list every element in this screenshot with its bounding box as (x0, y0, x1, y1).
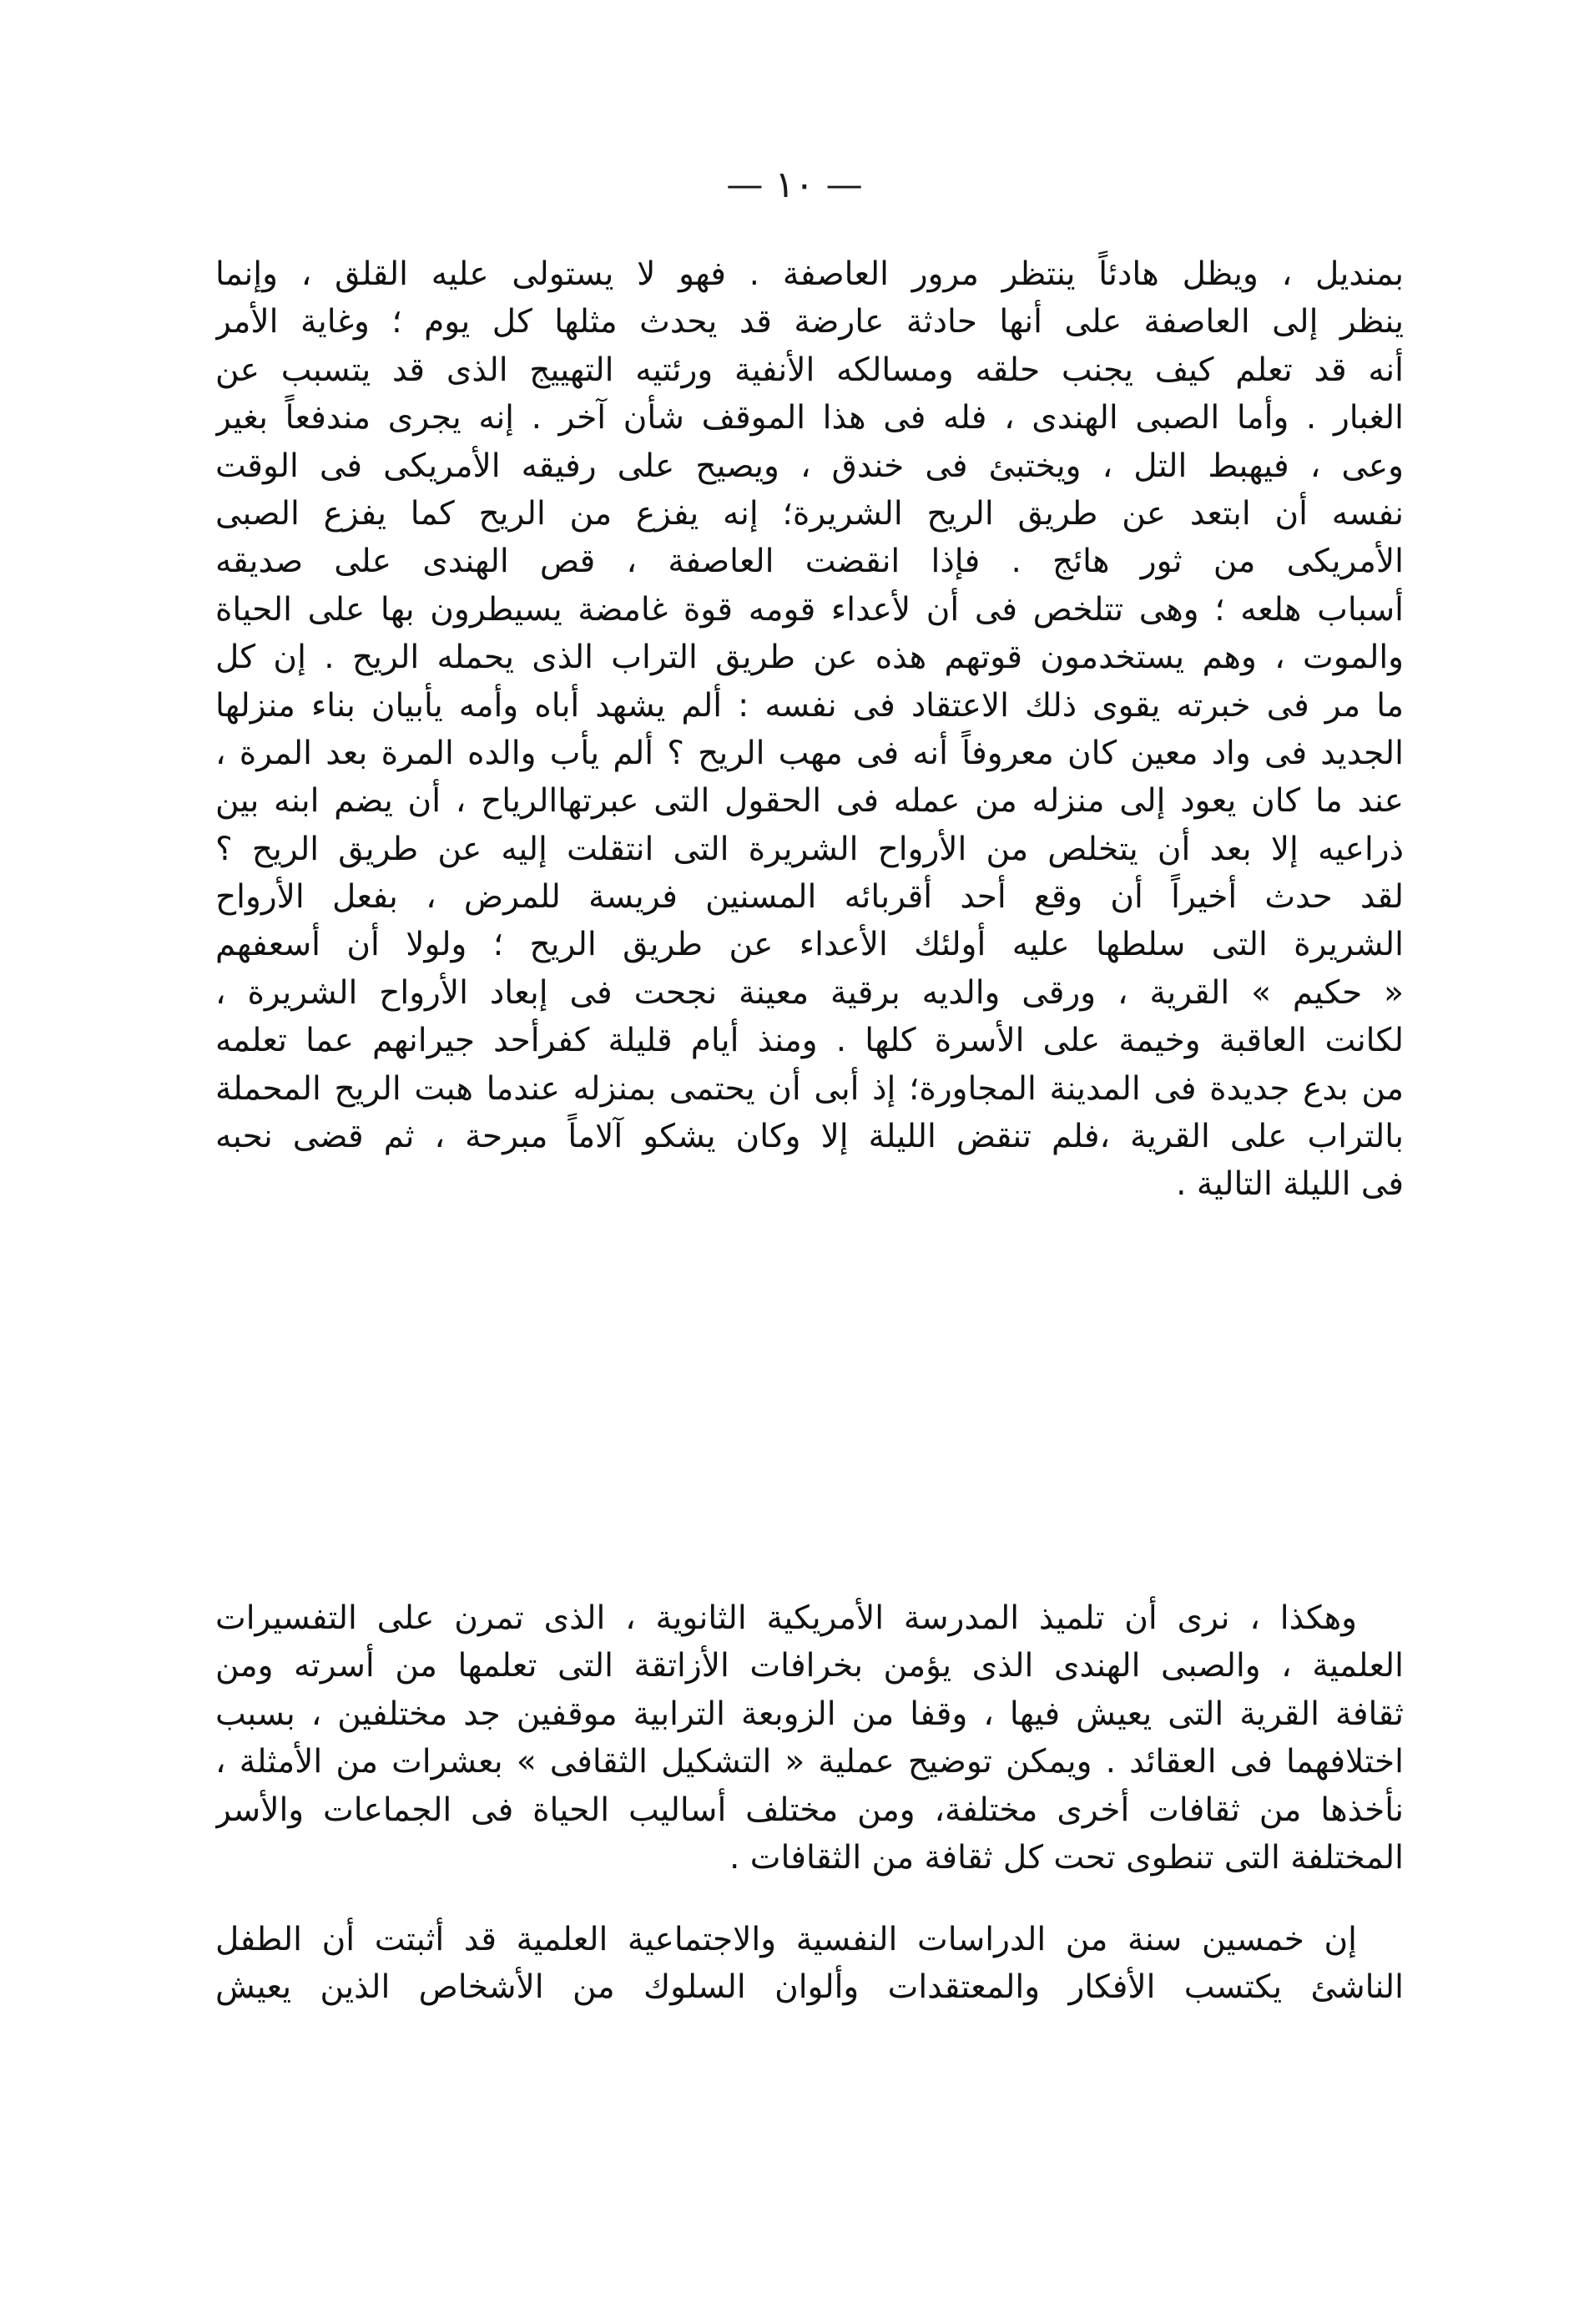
text-line: ما مر فى خبرته يقوى ذلك الاعتقاد فى نفسه : ألم يشهد أباه وأمه يأبيان بناء منزلها (215, 686, 1404, 725)
paragraph-1 (215, 250, 1404, 1209)
page-number: — ١٠ — (726, 164, 863, 206)
text-line: الجديد فى واد معين كان معروفاً أنه فى مهب الريح ؟ ألم يأب والده المرة بعد المرة ، (215, 734, 1404, 772)
text-line: لقد حدث أخيراً أن وقع أحد أقربائه المسنين فريسة للمرض ، بفعل الأرواح (215, 878, 1404, 917)
text-line: بالتراب على القرية ،فلم تنقض الليلة إلا وكان يشكو آلاماً مبرحة ، ثم قضى نحبه (215, 1118, 1404, 1156)
text-line: لكانت العاقبة وخيمة على الأسرة كلها . ومنذ أيام قليلة كفرأحد جيرانهم عما تعلمه (215, 1022, 1404, 1060)
text-line: إن خمسين سنة من الدراسات النفسية والاجتماعية العلمية قد أثبتت أن الطفل (215, 1921, 1357, 1958)
text-line: الشريرة التى سلطها عليه أولئك الأعداء عن طريق الريح ؛ ولولا أن أسعفهم (215, 926, 1404, 964)
text-line: نفسه أن ابتعد عن طريق الريح الشريرة؛ إنه يفزع من الريح كما يفزع الصبى (215, 494, 1404, 533)
text-line: من بدع جديدة فى المدينة المجاورة؛ إذ أبى أن يحتمى بمنزله عندما هبت الريح المحملة (215, 1069, 1404, 1108)
text-line: بمنديل ، ويظل هادئاً ينتظر مرور العاصفة . فهو لا يستولى عليه القلق ، وإنما (215, 255, 1404, 293)
text-line: عند ما كان يعود إلى منزله من عمله فى الحقول التى عبرتهاالرياح ، أن يضم ابنه بين (215, 782, 1404, 821)
text-line: وهكذا ، نرى أن تلميذ المدرسة الأمريكية الثانوية ، الذى تمرن على التفسيرات (215, 1599, 1357, 1637)
text-line: نأخذها من ثقافات أخرى مختلفة، ومن مختلف أساليب الحياة فى الجماعات والأسر (215, 1791, 1404, 1829)
text-line: وعى ، فيهبط التل ، ويختبئ فى خندق ، ويصيح على رفيقه الأمريكى فى الوقت (215, 447, 1404, 485)
text-line: ثقافة القرية التى يعيش فيها ، وقفا من الزوبعة الترابية موقفين جد مختلفين ، بسبب (215, 1695, 1404, 1733)
text-line: الناشئ يكتسب الأفكار والمعتقدات وألوان السلوك من الأشخاص الذين يعيش (215, 1968, 1404, 2007)
paragraph-3 (215, 1916, 1404, 2012)
paragraph-2 (215, 1594, 1404, 1882)
text-line: العلمية ، والصبى الهندى الذى يؤمن بخرافات الأزاتقة التى تعلمها من أسرته ومن (215, 1647, 1404, 1685)
text-line: والموت ، وهم يستخدمون قوتهم هذه عن طريق التراب الذى يحمله الريح . إن كل (215, 639, 1404, 677)
text-line: فى الليلة التالية . (1176, 1165, 1404, 1204)
text-line: الغبار . وأما الصبى الهندى ، فله فى هذا الموقف شأن آخر . إنه يجرى مندفعاً بغير (215, 399, 1404, 437)
text-line: ينظر إلى العاصفة على أنها حادثة عارضة قد يحدث مثلها كل يوم ؛ وغاية الأمر (215, 303, 1404, 341)
text-line: ذراعيه إلا بعد أن يتخلص من الأرواح الشريرة التى انتقلت إليه عن طريق الريح ؟ (215, 830, 1404, 868)
text-line: المختلفة التى تنطوى تحت كل ثقافة من الثقافات . (729, 1838, 1404, 1877)
text-line: اختلافهما فى العقائد . ويمكن توضيح عملية « التشكيل الثقافى » بعشرات من الأمثلة ، (215, 1743, 1404, 1781)
text-line: أنه قد تعلم كيف يجنب حلقه ومسالكه الأنفية ورئتيه التهييج الذى قد يتسبب عن (215, 351, 1404, 389)
text-line: الأمريكى من ثور هائج . فإذا انقضت العاصفة ، قص الهندى على صديقه (215, 543, 1404, 581)
text-line: « حكيم » القرية ، ورقى والديه برقية معينة نجحت فى إبعاد الأرواح الشريرة ، (215, 973, 1404, 1012)
text-line: أسباب هلعه ؛ وهى تتلخص فى أن لأعداء قومه قوة غامضة يسيطرون بها على الحياة (215, 590, 1404, 629)
